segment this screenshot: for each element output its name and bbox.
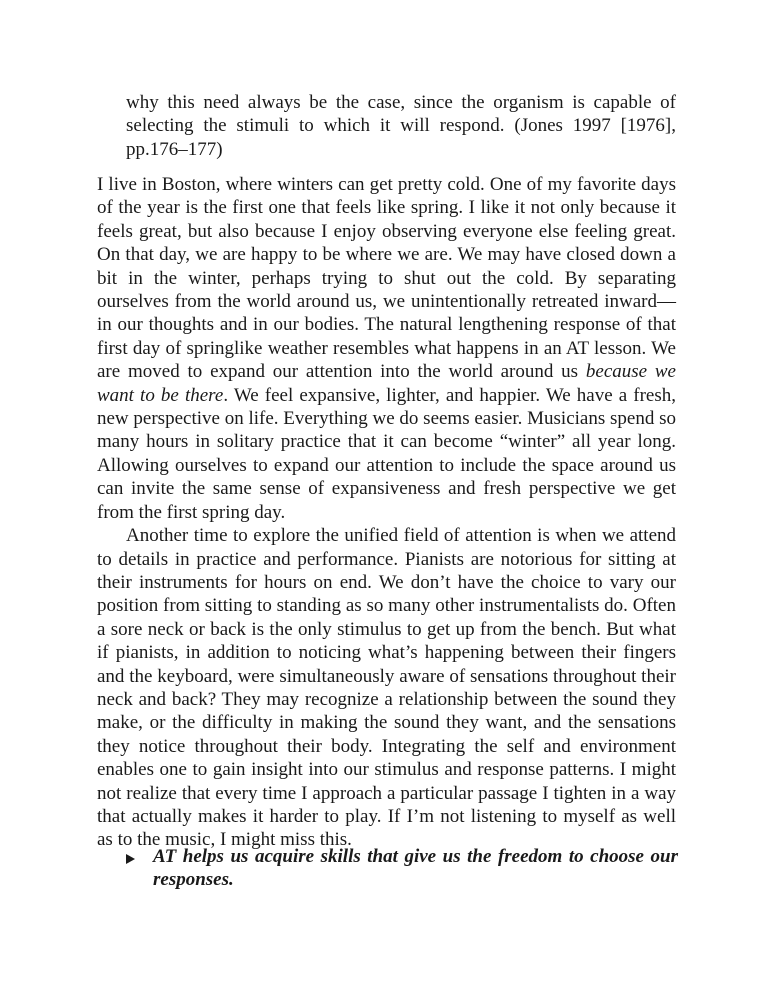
block-quote: why this need always be the case, since the organism is capable of selecting the stimuli to which it will respond. (Jones 1997 [1976], pp.176–177)	[126, 92, 676, 160]
emphasis-text: because we want to be there	[97, 361, 676, 406]
paragraph-spring	[97, 173, 676, 524]
body-text	[97, 173, 676, 852]
paragraph-spring-text-end: . We feel expansive, lighter, and happier. We have a fresh, new perspective on life. Everything we do seems easier. Musicians spend so many hours in solitary practice that it can become “winter” all year long. Allowing ourselves to expand our attention to include the space around us can invite the same sense of expansiveness and fresh perspective we get from the first spring day.	[97, 384, 677, 523]
bullet-point	[126, 845, 678, 892]
triangle-bullet-icon	[126, 854, 135, 864]
paragraph-spring-text: I live in Boston, where winters can get pretty cold. One of my favorite days of the year is the first one that feels like spring. I like it not only because it feels great, but also because I enjoy observing everyone else feeling great. On that day, we are happy to be where we are. We may have closed down a bit in the winter, perhaps trying to shut out the cold. By separating ourselves from the world around us, we unintentionally retreated inward—in our thoughts and in our bodies. The natural lengthening response of that first day of springlike weather resembles what happens in an AT lesson. We are moved to expand our attention into the world around us	[97, 174, 676, 383]
paragraph-pianists: Another time to explore the unified field of attention is when we attend to details in practice and performance. Pianists are notorious for sitting at their instruments for hours on end. We don’t have the choice to vary our position from sitting to standing as so many other instrumentalists do. Often a sore neck or back is the only stimulus to get up from the bench. But what if pianists, in addition to noticing what’s happening between their fingers and the keyboard, were simultaneously aware of sensations throughout their neck and back? They may recognize a relationship between the sound they make, or the difficulty in making the sound they want, and the sensations they notice throughout their body. Integrating the self and environment enables one to gain insight into our stimulus and response patterns. I might not realize that every time I approach a particular passage I tighten in a way that actually makes it harder to play. If I’m not listening to myself as well as to the music, I might miss this.	[97, 525, 676, 851]
bullet-text: AT helps us acquire skills that give us the freedom to choose our responses.	[153, 846, 678, 891]
